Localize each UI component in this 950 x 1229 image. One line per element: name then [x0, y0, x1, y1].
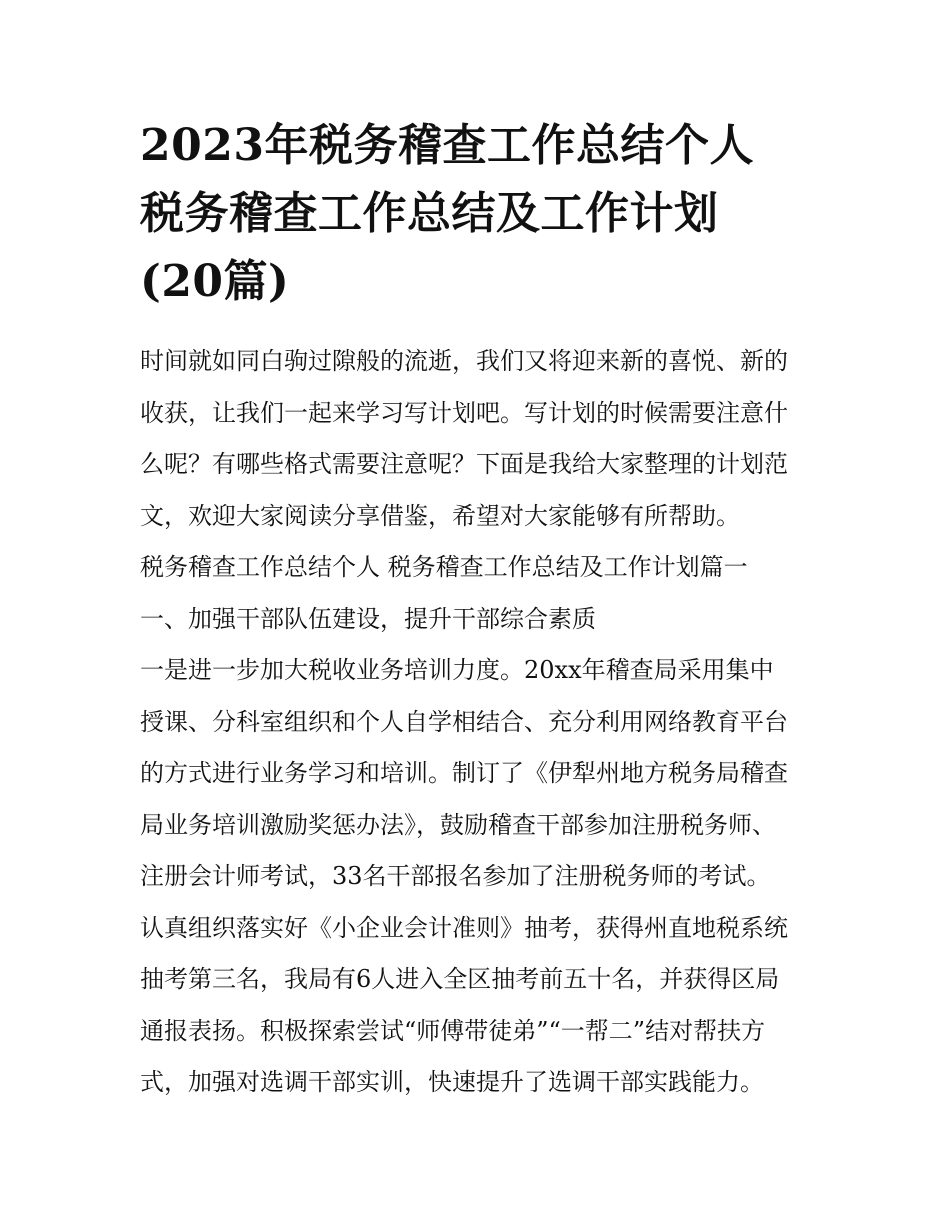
document-body	[140, 336, 820, 1109]
title-line: (20篇)	[140, 256, 290, 307]
document-title	[140, 112, 820, 316]
body-paragraph-line: 一是进一步加大税收业务培训力度。20xx年稽查局采用集中	[140, 656, 774, 684]
body-paragraph-line: 授课、分科室组织和个人自学相结合、充分利用网络教育平台	[140, 707, 788, 736]
document-page	[140, 112, 820, 1109]
intro-paragraph-line: 时间就如同白驹过隙般的流逝，我们又将迎来新的喜悦、新的	[140, 347, 788, 375]
body-paragraph-line: 通报表扬。积极探索尝试“师傅带徒弟”“一帮二”结对帮扶方	[140, 1016, 766, 1045]
title-line: 税务稽查工作总结及工作计划	[140, 188, 719, 239]
section-heading: 税务稽查工作总结个人 税务稽查工作总结及工作计划篇一	[140, 553, 748, 581]
body-paragraph-line: 认真组织落实好《小企业会计准则》抽考，获得州直地税系统	[140, 913, 788, 942]
body-paragraph-line: 注册会计师考试，33名干部报名参加了注册税务师的考试。	[140, 862, 771, 890]
body-paragraph-line: 局业务培训激励奖惩办法》，鼓励稽查干部参加注册税务师、	[140, 810, 776, 839]
subsection-heading: 一、加强干部队伍建设，提升干部综合素质	[140, 604, 596, 633]
intro-paragraph-line: 么呢？有哪些格式需要注意呢？下面是我给大家整理的计划范	[140, 450, 788, 478]
body-paragraph-line: 式，加强对选调干部实训，快速提升了选调干部实践能力。	[140, 1068, 764, 1096]
intro-paragraph-line: 收获，让我们一起来学习写计划吧。写计划的时候需要注意什	[140, 398, 788, 427]
body-paragraph-line: 抽考第三名，我局有6人进入全区抽考前五十名，并获得区局	[140, 965, 780, 993]
title-line: 2023年税务稽查工作总结个人	[140, 120, 754, 171]
body-paragraph-line: 的方式进行业务学习和培训。制订了《伊犁州地方税务局稽查	[140, 759, 788, 787]
intro-paragraph-line: 文，欢迎大家阅读分享借鉴，希望对大家能够有所帮助。	[140, 501, 740, 530]
